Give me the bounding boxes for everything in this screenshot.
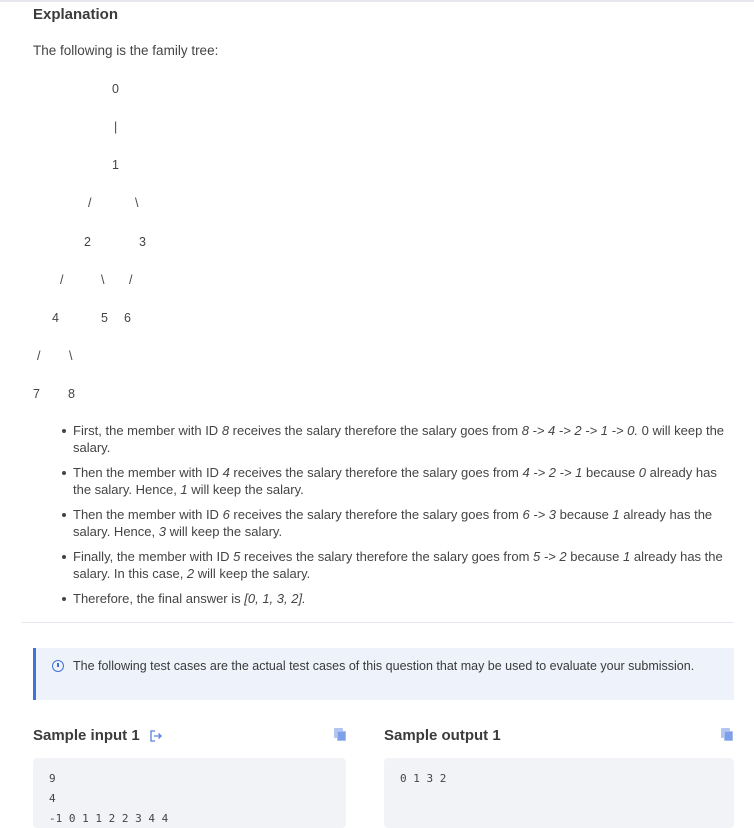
text: because bbox=[582, 465, 639, 480]
text: receives the salary therefore the salary goes from bbox=[229, 465, 523, 480]
text: because bbox=[556, 507, 613, 522]
tree-edge: | bbox=[114, 120, 118, 134]
code-line: 0 1 3 2 bbox=[400, 772, 447, 785]
id-value: 6 bbox=[222, 507, 230, 522]
test-case-notice bbox=[33, 648, 734, 700]
text: receives the salary therefore the salary goes from bbox=[229, 423, 522, 438]
copy-input-icon[interactable] bbox=[334, 728, 347, 742]
text: already has the salary. Hence, bbox=[73, 465, 717, 497]
text: will keep the salary. bbox=[187, 482, 304, 497]
notice-text: The following test cases are the actual test cases of this question that may be used to evaluate your submission. bbox=[73, 659, 695, 673]
text: 0 will keep the salary. bbox=[73, 423, 725, 455]
text: receives the salary therefore the salary goes from bbox=[240, 549, 534, 564]
tree-edge: \ bbox=[69, 349, 73, 363]
id-value: 4 bbox=[222, 465, 230, 480]
sample-input-title: Sample input 1 bbox=[33, 727, 140, 744]
text: already has the salary. Hence, bbox=[73, 507, 713, 539]
id-value: 5 bbox=[233, 549, 241, 564]
open-external-icon[interactable] bbox=[149, 729, 163, 743]
id-value: 8 bbox=[221, 423, 230, 438]
list-item bbox=[60, 464, 730, 498]
path-value: 4 -> 2 -> 1 bbox=[522, 465, 583, 480]
code-line: -1 0 1 1 2 2 3 4 4 bbox=[49, 812, 169, 825]
list-item bbox=[60, 506, 730, 540]
tree-edge: / bbox=[88, 196, 92, 210]
tree-node-1: 1 bbox=[112, 158, 119, 172]
tree-node-7: 7 bbox=[33, 387, 40, 401]
text: already has the salary. In this case, bbox=[73, 549, 723, 581]
tree-edge: \ bbox=[101, 273, 105, 287]
text: Then the member with ID bbox=[73, 465, 223, 480]
text: Then the member with ID bbox=[73, 507, 223, 522]
text: because bbox=[566, 549, 623, 564]
final-answer: [0, 1, 3, 2]. bbox=[244, 591, 306, 606]
tree-edge: / bbox=[129, 273, 133, 287]
tree-node-4: 4 bbox=[52, 311, 59, 325]
sample-output-box[interactable] bbox=[384, 758, 734, 828]
code-line: 4 bbox=[49, 792, 56, 805]
tree-node-6: 6 bbox=[124, 311, 131, 325]
id-value: 2 bbox=[186, 566, 195, 581]
id-value: 3 bbox=[158, 524, 166, 539]
code-line: 9 bbox=[49, 772, 56, 785]
tree-edge: / bbox=[37, 349, 41, 363]
copy-output-icon[interactable] bbox=[721, 728, 734, 742]
info-icon bbox=[52, 660, 64, 672]
explanation-heading: Explanation bbox=[33, 6, 119, 23]
list-item bbox=[60, 422, 730, 456]
path-value: 6 -> 3 bbox=[522, 507, 557, 522]
text: Therefore, the final answer is bbox=[73, 591, 245, 606]
explanation-steps bbox=[60, 422, 730, 615]
tree-node-2: 2 bbox=[84, 235, 91, 249]
tree-edge: \ bbox=[135, 196, 139, 210]
text: will keep the salary. bbox=[194, 566, 311, 581]
tree-node-5: 5 bbox=[101, 311, 108, 325]
tree-node-3: 3 bbox=[139, 235, 146, 249]
divider bbox=[22, 622, 734, 623]
tree-node-8: 8 bbox=[68, 387, 75, 401]
text: receives the salary therefore the salary goes from bbox=[229, 507, 523, 522]
top-border bbox=[0, 0, 754, 2]
id-value: 1 bbox=[623, 549, 631, 564]
sample-output-title: Sample output 1 bbox=[384, 727, 501, 744]
id-value: 1 bbox=[612, 507, 620, 522]
text: Finally, the member with ID bbox=[73, 549, 234, 564]
id-value: 1 bbox=[180, 482, 188, 497]
tree-edge: / bbox=[60, 273, 64, 287]
path-value: 5 -> 2 bbox=[533, 549, 567, 564]
path-value: 8 -> 4 -> 2 -> 1 -> 0. bbox=[521, 423, 639, 438]
text: will keep the salary. bbox=[165, 524, 283, 539]
tree-node-0: 0 bbox=[112, 82, 119, 96]
text: First, the member with ID bbox=[73, 423, 222, 438]
id-value: 0 bbox=[638, 465, 647, 480]
list-item bbox=[60, 548, 730, 582]
sample-input-box[interactable] bbox=[33, 758, 346, 828]
list-item bbox=[60, 590, 730, 607]
explanation-intro: The following is the family tree: bbox=[33, 43, 219, 58]
